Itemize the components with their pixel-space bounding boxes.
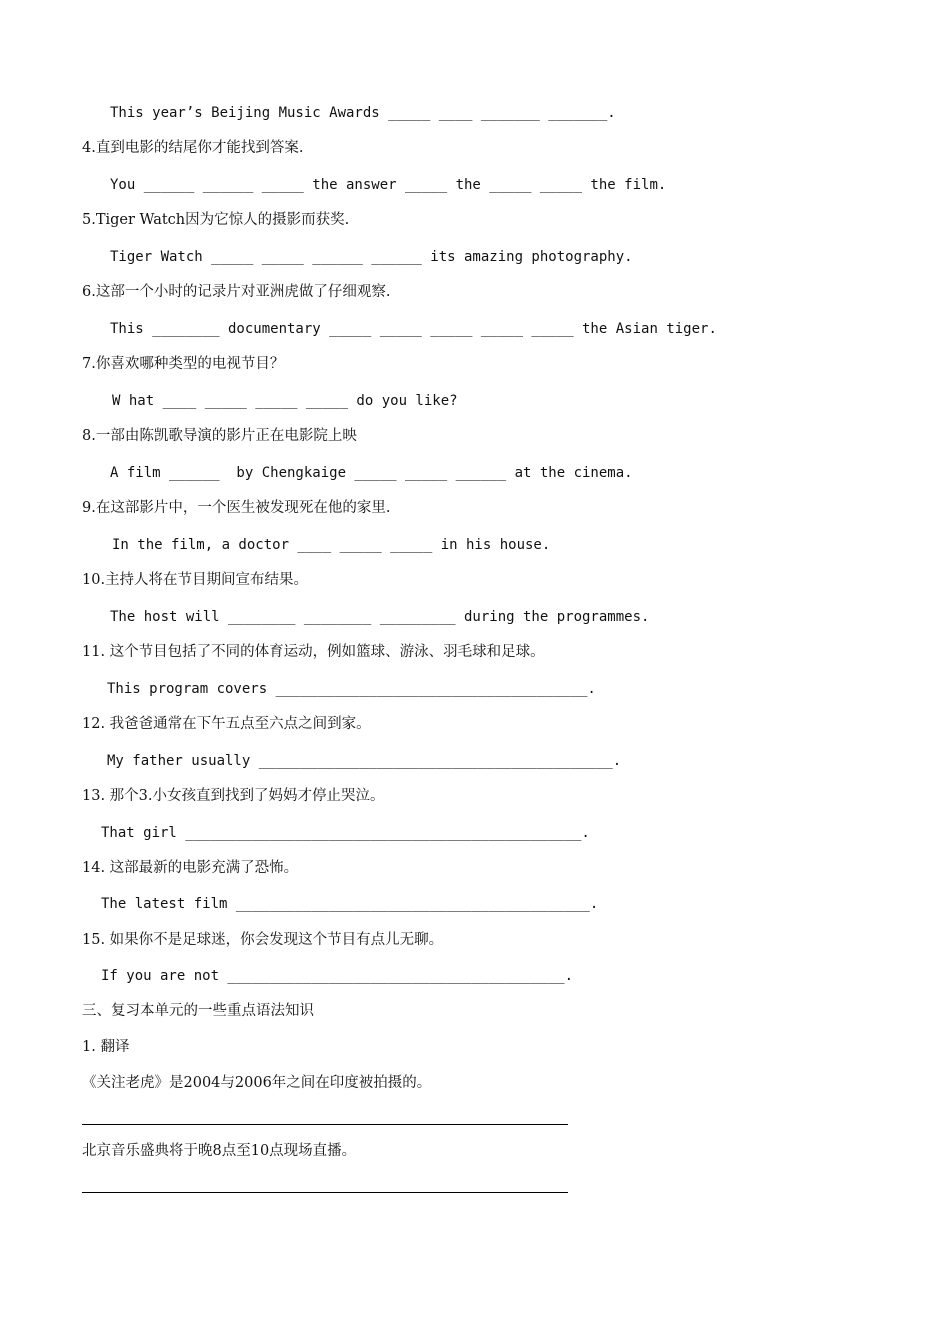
question-5-chinese: 5.Tiger Watch因为它惊人的摄影而获奖. xyxy=(82,212,350,228)
question-8-chinese: 8.一部由陈凯歌导演的影片正在电影院上映 xyxy=(82,428,357,444)
question-11-chinese: 11. 这个节目包括了不同的体育运动，例如篮球、游泳、羽毛球和足球。 xyxy=(82,644,545,660)
question-13-chinese: 13. 那个3.小女孩直到找到了妈妈才停止哭泣。 xyxy=(82,788,385,804)
question-8-english: A film ______ by Chengkaige _____ _____ ______ at the cinema. xyxy=(110,465,633,481)
question-7-chinese: 7.你喜欢哪种类型的电视节目？ xyxy=(82,356,285,372)
question-6-english: This ________ documentary _____ _____ _____ _____ _____ the Asian tiger. xyxy=(110,321,717,337)
question-15-english: If you are not ________________________________________. xyxy=(101,968,574,984)
question-6-chinese: 6.这部一个小时的记录片对亚洲虎做了仔细观察. xyxy=(82,284,391,300)
question-14-english: The latest film __________________________________________. xyxy=(101,896,599,912)
question-10-chinese: 10.主持人将在节目期间宣布结果。 xyxy=(82,572,309,588)
sentence-3-english: This year’s Beijing Music Awards _____ ____ _______ _______. xyxy=(110,105,616,121)
answer-line-2 xyxy=(82,1192,568,1193)
question-4-chinese: 4.直到电影的结尾你才能找到答案. xyxy=(82,140,304,156)
question-11-english: This program covers _____________________________________. xyxy=(107,681,596,697)
question-14-chinese: 14. 这部最新的电影充满了恐怖。 xyxy=(82,860,299,876)
subsection-translate: 1. 翻译 xyxy=(82,1039,130,1055)
question-13-english: That girl _______________________________________________. xyxy=(101,825,590,841)
question-12-chinese: 12. 我爸爸通常在下午五点至六点之间到家。 xyxy=(82,716,371,732)
question-4-english: You ______ ______ _____ the answer _____ the _____ _____ the film. xyxy=(110,177,667,193)
section-3-heading: 三、复习本单元的一些重点语法知识 xyxy=(82,1003,314,1019)
question-5-english: Tiger Watch _____ _____ ______ ______ its amazing photography. xyxy=(110,249,633,265)
translate-sentence-1: 《关注老虎》是2004与2006年之间在印度被拍摄的。 xyxy=(82,1075,432,1091)
question-9-chinese: 9.在这部影片中，一个医生被发现死在他的家里. xyxy=(82,500,391,516)
question-7-english: W hat ____ _____ _____ _____ do you like? xyxy=(112,393,458,409)
question-12-english: My father usually __________________________________________. xyxy=(107,753,622,769)
question-10-english: The host will ________ ________ _________ during the programmes. xyxy=(110,609,650,625)
answer-line-1 xyxy=(82,1124,568,1125)
question-9-english: In the film, a doctor ____ _____ _____ in his house. xyxy=(112,537,551,553)
question-15-chinese: 15. 如果你不是足球迷，你会发现这个节目有点儿无聊。 xyxy=(82,932,444,948)
translate-sentence-2: 北京音乐盛典将于晚8点至10点现场直播。 xyxy=(82,1143,357,1159)
